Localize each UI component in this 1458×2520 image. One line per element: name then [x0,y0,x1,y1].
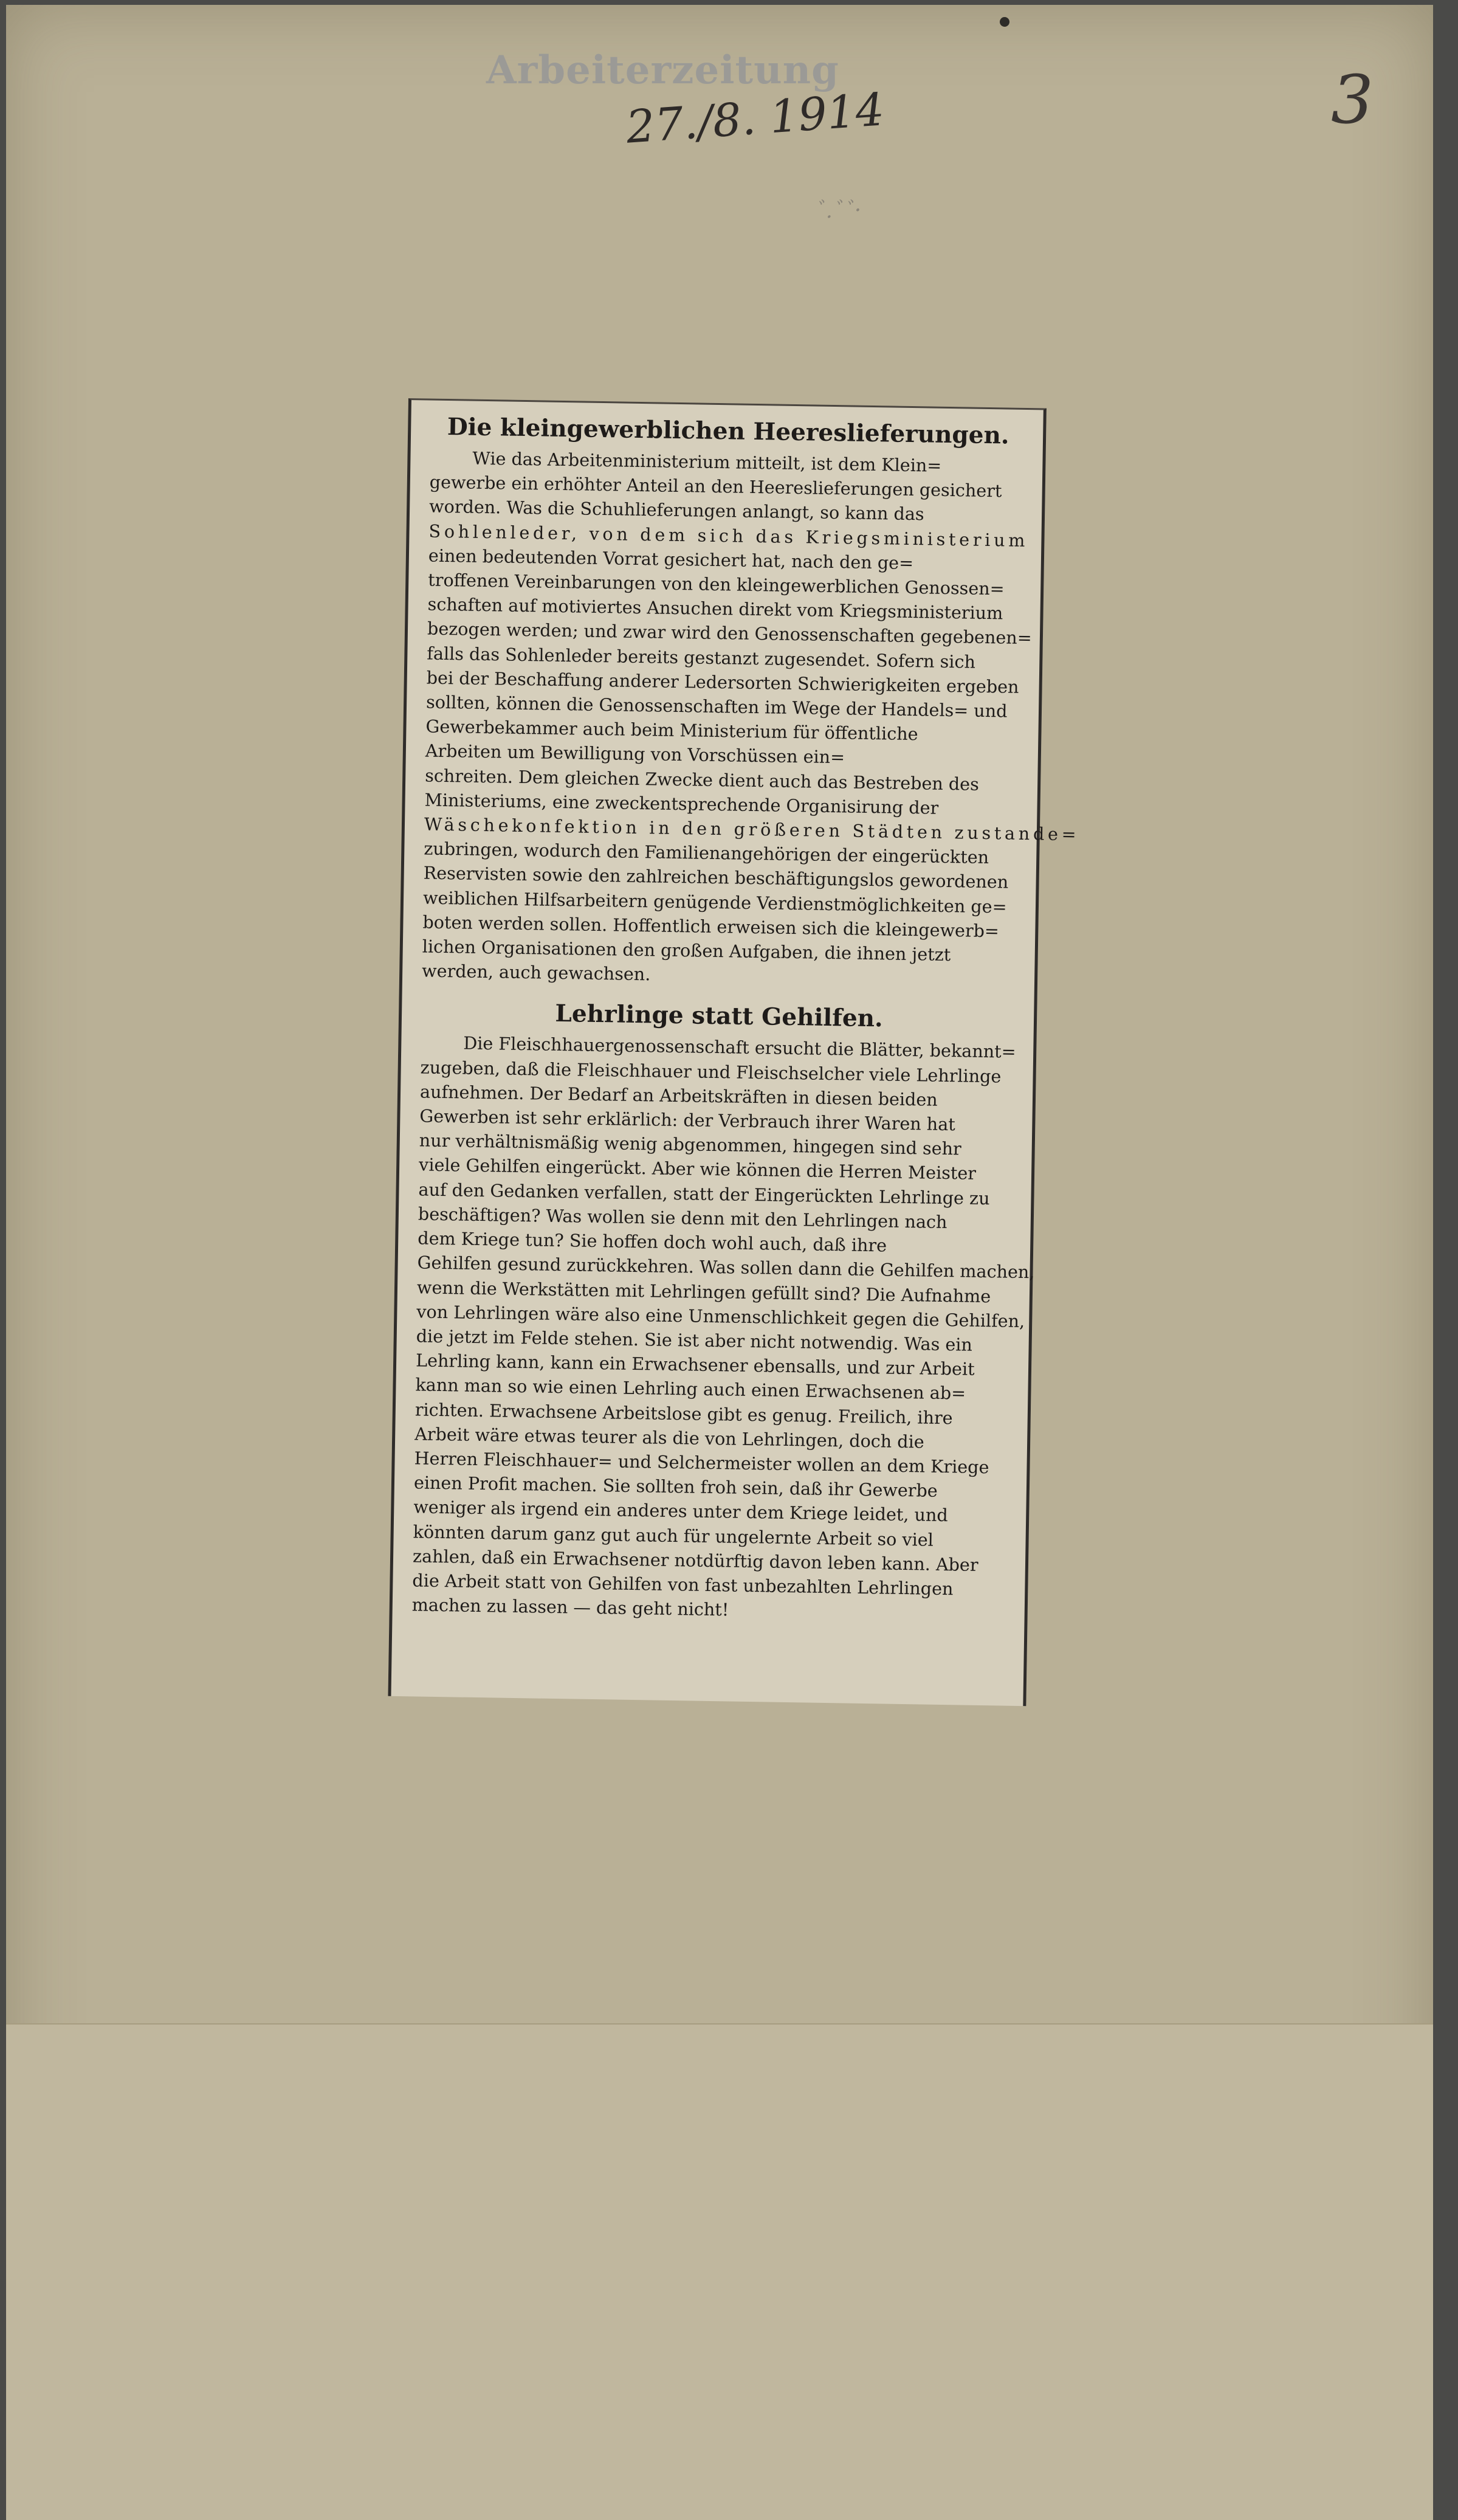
text-line: sollten, können die Genossenschaften im Wege der Handels= und [425,691,1008,722]
text-line: schaften auf motiviertes Ansuchen direkt vom Kriegsministerium [427,593,1003,624]
text-line: Gewerben ist sehr erklärlich: der Verbrauch ihrer Waren hat [419,1105,956,1135]
text-line: wenn die Werkstätten mit Lehrlingen gefüllt sind? Die Aufnahme [416,1276,991,1307]
text-line: aufnehmen. Der Bedarf an Arbeitskräften in diesen beiden [419,1081,938,1110]
text-line: Lehrling kann, kann ein Erwachsener ebensalls, und zur Arbeit [415,1350,975,1379]
text-line: Reservisten sowie den zahlreichen beschäftigungslos gewordenen [423,862,1009,893]
text-line: Herren Fleischhauer= und Selchermeister wollen an dem Kriege [414,1448,989,1478]
text-line: zahlen, daß ein Erwachsener notdürftig davon leben kann. Aber [412,1545,978,1575]
text-line: viele Gehilfen eingerückt. Aber wie können die Herren Meister [418,1154,977,1184]
article-body [411,1030,1035,1626]
text-line: gewerbe ein erhöhter Anteil an den Heereslieferungen gesichert [429,471,1002,502]
text-line: zugeben, daß die Fleischhauer und Fleischselcher viele Lehrlinge [420,1057,1002,1087]
text-line: könnten darum ganz gut auch für ungelernte Arbeit so viel [413,1521,934,1550]
text-line: falls das Sohlenleder bereits gestanzt zugesendet. Sofern sich [427,643,976,672]
text-line: machen zu lassen — das geht nicht! [411,1594,729,1620]
text-line: dem Kriege tun? Sie hoffen doch wohl auch, daß ihre [418,1227,887,1256]
text-line: werden, auch gewachsen. [421,960,651,985]
text-line: Gehilfen gesund zurückkehren. Was sollen dann die Gehilfen machen, [417,1252,1035,1283]
text-line: auf den Gedanken verfallen, statt der Eingerückten Lehrlinge zu [418,1179,990,1209]
article-heading: Lehrlinge statt Gehilfen. [555,999,884,1033]
text-line: nur verhältnismäßig wenig abgenommen, hingegen sind sehr [419,1130,962,1159]
text-line: Arbeit wäre etwas teurer als die von Lehrlingen, doch die [414,1423,924,1452]
text-line: weiblichen Hilfsarbeitern genügende Verdienstmöglichkeiten ge= [422,887,1007,917]
article-heading: Die kleingewerblichen Heereslieferungen. [447,413,1009,450]
text-line: Sohlenleder, von dem sich das Kriegsministerium [428,520,1029,551]
text-line: troffenen Vereinbarungen von den kleingewerblichen Genossen= [428,569,1005,599]
text-line: Wäschekonfektion in den größeren Städten zustande= [424,813,1080,845]
text-line: Arbeiten um Bewilligung von Vorschüssen ein= [425,740,845,768]
newspaper-clipping [388,398,1080,1706]
pencil-scribble: ﾞ.ﾞﾞ· [814,198,862,223]
text-line: von Lehrlingen wäre also eine Unmenschlichkeit gegen die Gehilfen, [416,1301,1025,1331]
text-line: weniger als irgend ein anderes unter dem Kriege leidet, und [413,1496,948,1526]
text-line: worden. Was die Schuhlieferungen anlangt, so kann das [428,495,924,525]
text-line: Wie das Arbeitenministerium mitteilt, ist dem Klein= [472,447,942,476]
text-line: einen bedeutenden Vorrat gesichert hat, nach den ge= [428,545,914,573]
text-line: beschäftigen? Was wollen sie denn mit den Lehrlingen nach [418,1203,947,1232]
text-line: bei der Beschaffung anderer Ledersorten Schwierigkeiten ergeben [426,667,1019,697]
text-line: richten. Erwachsene Arbeitslose gibt es genug. Freilich, ihre [414,1398,953,1428]
text-line: lichen Organisationen den großen Aufgaben, die ihnen jetzt [422,936,951,965]
punch-hole [1000,17,1009,27]
text-line: Ministeriums, eine zweckentsprechende Organisirung der [424,789,939,818]
text-line: einen Profit machen. Sie sollten froh sein, daß ihr Gewerbe [413,1472,938,1502]
text-line: schreiten. Dem gleichen Zwecke dient auch das Bestreben des [424,765,980,795]
page-number: 3 [1331,61,1374,139]
text-line: die jetzt im Felde stehen. Sie ist aber nicht notwendig. Was ein [416,1325,973,1355]
newspaper-stamp: Arbeiterzeitung [486,47,839,93]
text-line: zubringen, wodurch den Familienangehörigen der eingerückten [424,838,989,868]
article-body [421,446,1080,993]
text-line: kann man so wie einen Lehrling auch einen Erwachsenen ab= [415,1374,966,1404]
text-line: bezogen werden; und zwar wird den Genossenschaften gegebenen= [427,618,1032,649]
text-line: Gewerbekammer auch beim Ministerium für öffentliche [425,716,918,745]
text-line: Die Fleischhauergenossenschaft ersucht die Blätter, bekannt= [463,1033,1016,1063]
folded-lower-sheet [6,2023,1433,2520]
handwritten-date: 27./8. 1914 [624,83,886,154]
text-line: die Arbeit statt von Gehilfen von fast unbezahlten Lehrlingen [412,1570,954,1600]
text-line: boten werden sollen. Hoffentlich erweisen sich die kleingewerb= [422,911,1000,942]
